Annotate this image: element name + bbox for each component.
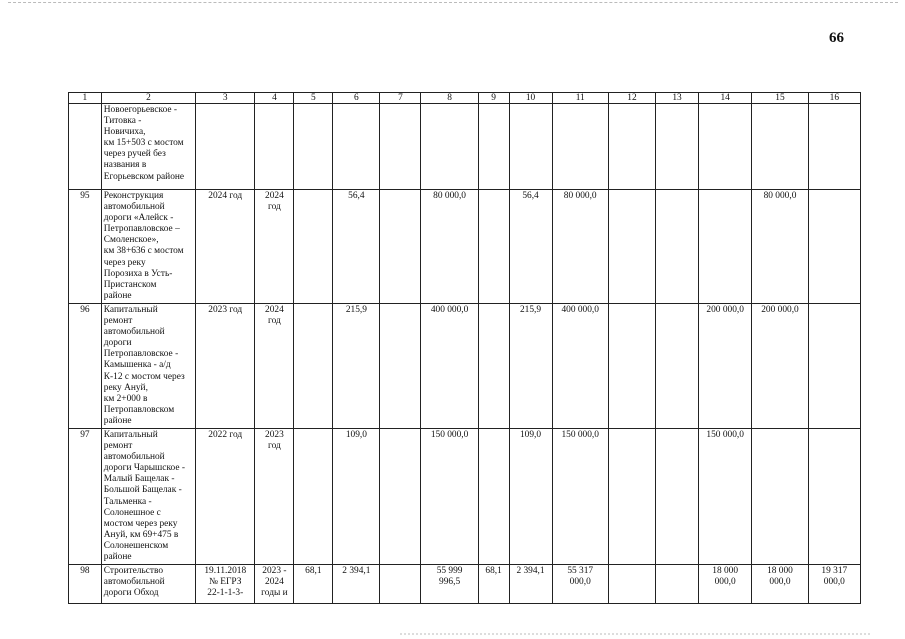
cell-value: 109,0 (509, 428, 552, 564)
col-header: 10 (509, 93, 552, 104)
cell-value (699, 104, 752, 190)
cell-value: 400 000,0 (552, 303, 608, 428)
cell-value: 2 394,1 (509, 565, 552, 604)
table-row (69, 428, 861, 564)
cell-value: 56,4 (333, 190, 380, 304)
cell-value: 200 000,0 (699, 303, 752, 428)
cell-object-name: Капитальный ремонт автомобильной дороги Петропавловское - Камышенка - а/д К-12 с мостом через реку Ануй, км 2+000 в Петропавловском районе (101, 303, 195, 428)
cell-value (294, 104, 333, 190)
cell-value: 200 000,0 (752, 303, 808, 428)
cell-value (333, 104, 380, 190)
cell-value (509, 104, 552, 190)
cell-number: 98 (69, 565, 102, 604)
cell-value: 150 000,0 (552, 428, 608, 564)
cell-period: 2024 год (255, 190, 294, 304)
cell-value (608, 190, 655, 304)
col-header: 3 (196, 93, 255, 104)
cell-value: 2 394,1 (333, 565, 380, 604)
col-header: 16 (808, 93, 860, 104)
cell-value: 68,1 (478, 565, 509, 604)
cell-value (380, 104, 421, 190)
cell-doc: 2022 год (196, 428, 255, 564)
col-header: 1 (69, 93, 102, 104)
cell-number: 95 (69, 190, 102, 304)
cell-doc: 19.11.2018 № ЕГРЗ 22-1-1-3- (196, 565, 255, 604)
col-header: 6 (333, 93, 380, 104)
cell-value: 55 999 996,5 (421, 565, 478, 604)
cell-object-name: Капитальный ремонт автомобильной дороги Чарышское - Малый Бащелак - Большой Бащелак - Тальменка - Солонешное с мостом через реку Ануй, км 69+475 в Солонешенском районе (101, 428, 195, 564)
col-header: 11 (552, 93, 608, 104)
col-header: 7 (380, 93, 421, 104)
col-header: 13 (656, 93, 699, 104)
cell-doc: 2024 год (196, 190, 255, 304)
cell-value (294, 190, 333, 304)
cell-value (421, 104, 478, 190)
cell-value (478, 303, 509, 428)
col-header: 5 (294, 93, 333, 104)
cell-value (656, 190, 699, 304)
cell-value: 56,4 (509, 190, 552, 304)
cell-value (808, 104, 860, 190)
cell-value (608, 303, 655, 428)
cell-value (656, 104, 699, 190)
data-table (68, 92, 861, 604)
cell-value (478, 190, 509, 304)
cell-value (608, 565, 655, 604)
cell-value (380, 303, 421, 428)
cell-value (808, 303, 860, 428)
cell-value (808, 428, 860, 564)
cell-value (380, 565, 421, 604)
cell-period: 2024 год (255, 303, 294, 428)
cell-value (478, 104, 509, 190)
page-number: 66 (829, 30, 844, 46)
cell-value (752, 428, 808, 564)
cell-value: 68,1 (294, 565, 333, 604)
scan-edge-top (8, 2, 898, 3)
cell-value: 55 317 000,0 (552, 565, 608, 604)
col-header: 8 (421, 93, 478, 104)
col-header: 2 (101, 93, 195, 104)
scan-edge-bottom (400, 633, 870, 635)
cell-doc (196, 104, 255, 190)
cell-value: 80 000,0 (552, 190, 608, 304)
cell-number: 96 (69, 303, 102, 428)
col-header: 12 (608, 93, 655, 104)
col-header: 14 (699, 93, 752, 104)
cell-value: 215,9 (333, 303, 380, 428)
cell-value (699, 190, 752, 304)
cell-value: 80 000,0 (752, 190, 808, 304)
cell-value (656, 303, 699, 428)
cell-value: 18 000 000,0 (699, 565, 752, 604)
cell-value (552, 104, 608, 190)
cell-value (294, 303, 333, 428)
cell-value (380, 190, 421, 304)
cell-number: 97 (69, 428, 102, 564)
cell-value: 109,0 (333, 428, 380, 564)
col-header: 15 (752, 93, 808, 104)
cell-doc: 2023 год (196, 303, 255, 428)
cell-value (808, 190, 860, 304)
cell-value (608, 428, 655, 564)
table-row (69, 104, 861, 190)
table-row (69, 565, 861, 604)
cell-object-name: Строительство автомобильной дороги Обход (101, 565, 195, 604)
header-row (69, 93, 861, 104)
cell-period: 2023 год (255, 428, 294, 564)
cell-value (294, 428, 333, 564)
cell-period (255, 104, 294, 190)
cell-number (69, 104, 102, 190)
cell-value (380, 428, 421, 564)
cell-period: 2023 - 2024 годы и (255, 565, 294, 604)
cell-value: 150 000,0 (421, 428, 478, 564)
cell-value: 215,9 (509, 303, 552, 428)
cell-value (608, 104, 655, 190)
cell-value: 19 317 000,0 (808, 565, 860, 604)
cell-object-name: Реконструкция автомобильной дороги «Алейск - Петропавловское – Смоленское», км 38+636 с мостом через реку Порозиха в Усть- Пристанском районе (101, 190, 195, 304)
table-row (69, 303, 861, 428)
cell-value: 400 000,0 (421, 303, 478, 428)
cell-value (752, 104, 808, 190)
cell-value (656, 428, 699, 564)
cell-value (478, 428, 509, 564)
cell-object-name: Новоегорьевское - Титовка - Новичиха, км 15+503 с мостом через ручей без названия в Егорьевском районе (101, 104, 195, 190)
cell-value (656, 565, 699, 604)
cell-value: 18 000 000,0 (752, 565, 808, 604)
col-header: 9 (478, 93, 509, 104)
table-row (69, 190, 861, 304)
cell-value: 150 000,0 (699, 428, 752, 564)
col-header: 4 (255, 93, 294, 104)
cell-value: 80 000,0 (421, 190, 478, 304)
